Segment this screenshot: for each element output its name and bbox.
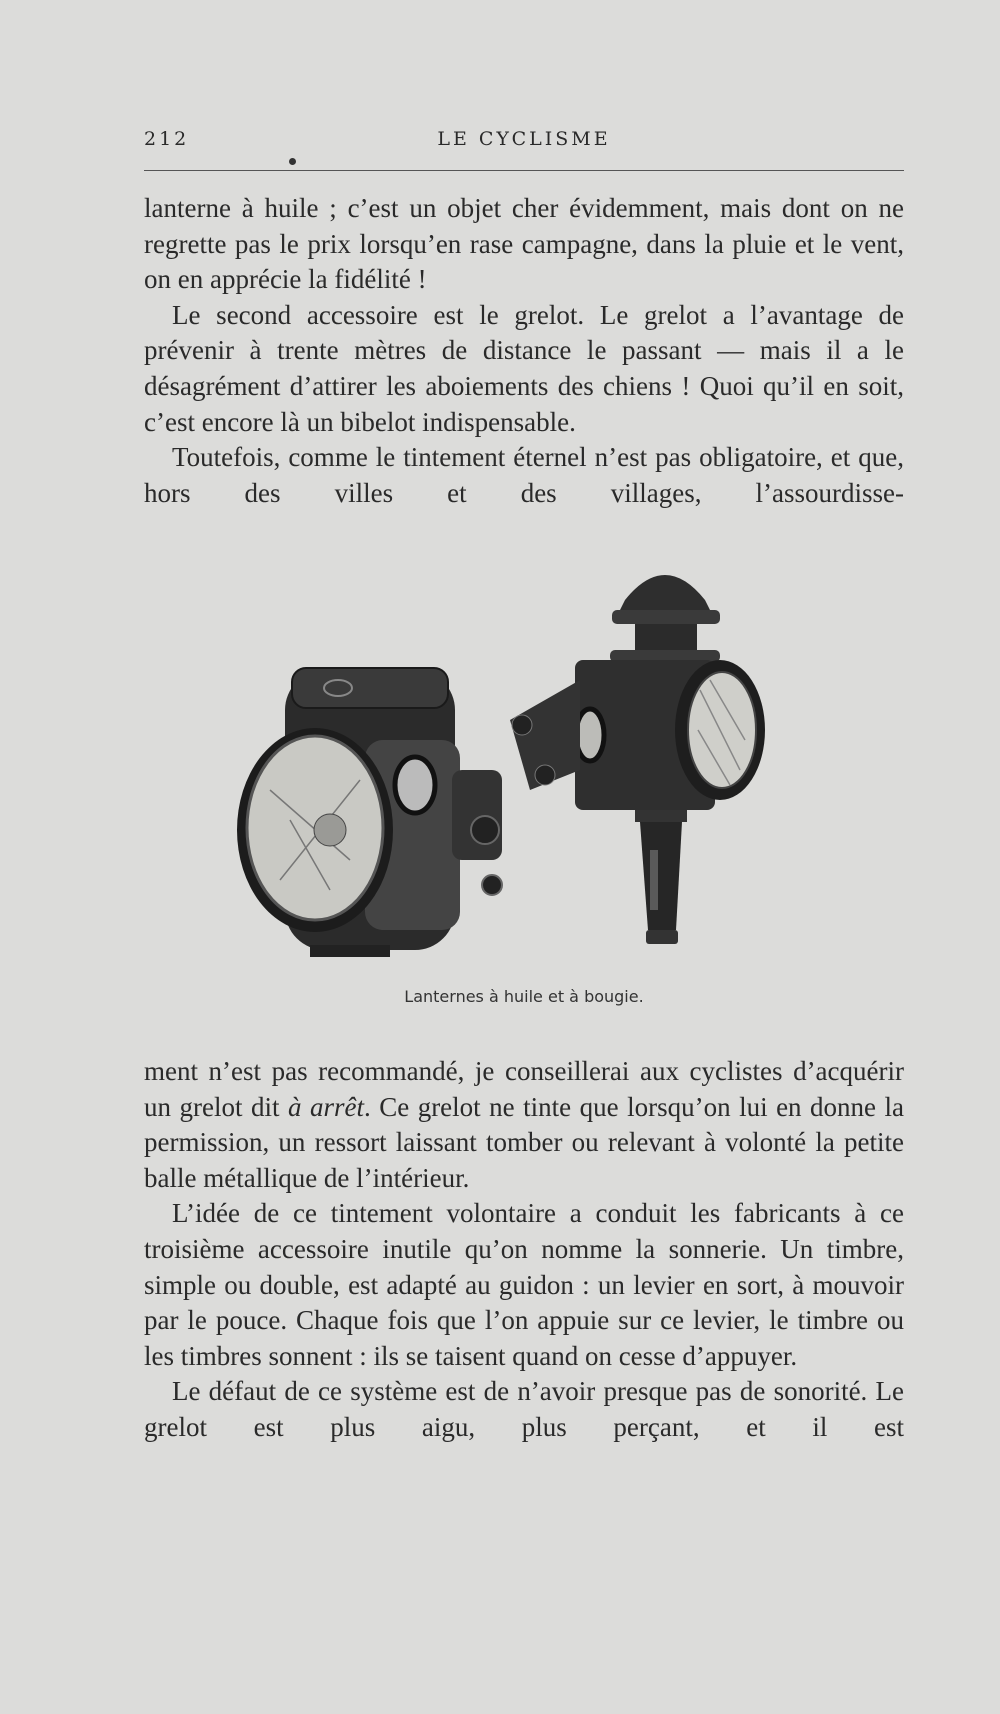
paragraph: Toutefois, comme le tintement éternel n’est pas obligatoire, et que, hors des villes et des villages, l’assourdisse- [144,442,904,508]
paragraph: Le défaut de ce système est de n’avoir presque pas de sonorité. Le grelot est plus aigu, plus perçant, et il est [144,1376,904,1442]
figure-caption: Lanternes à huile et à bougie. [404,987,644,1006]
text-block-bottom [144,1054,904,1446]
oil-lantern-icon [237,668,502,957]
page-number: 212 [144,128,190,150]
candle-lantern-icon [510,575,765,944]
paragraph-text: . Ce grelot ne tinte que lorsqu’on lui en donne la permission, un ressort laissant tomber ou relevant à volonté la petite balle métallique de l’intérieur. [144,1091,905,1193]
running-title: LE CYCLISME [437,128,611,150]
header-rule [144,170,904,171]
lanterns-illustration [230,560,820,980]
italic-term: à arrêt [287,1091,364,1122]
paragraph: L’idée de ce tintement volontaire a conduit les fabricants à ce troisième accessoire inutile qu’on nomme la sonnerie. Un timbre, simple ou double, est adapté au guidon : un levier en sort, à mouvoir par le pouce. Chaque fois que l’on appuie sur ce levier, le timbre ou les timbres sonnent : ils se taisent quand on cesse d’appuyer. [144,1198,904,1371]
paragraph-text: ment n’est pas recommandé, je conseillerai aux cyclistes d’acquérir un grelot dit [144,1056,904,1122]
text-block-top [144,191,904,511]
ink-dot [289,158,296,165]
paragraph: lanterne à huile ; c’est un objet cher évidemment, mais dont on ne regrette pas le prix lorsqu’en rase campagne, dans la pluie et le vent, on en apprécie la fidélité ! [144,193,904,295]
page-header [144,128,904,156]
paragraph [144,1054,904,1196]
paragraph: Le second accessoire est le grelot. Le grelot a l’avantage de prévenir à trente mètres de distance le passant — mais il a le désagrément d’attirer les aboiements des chiens ! Quoi qu’il en soit, c’est encore là un bibelot indispensable. [144,299,904,437]
